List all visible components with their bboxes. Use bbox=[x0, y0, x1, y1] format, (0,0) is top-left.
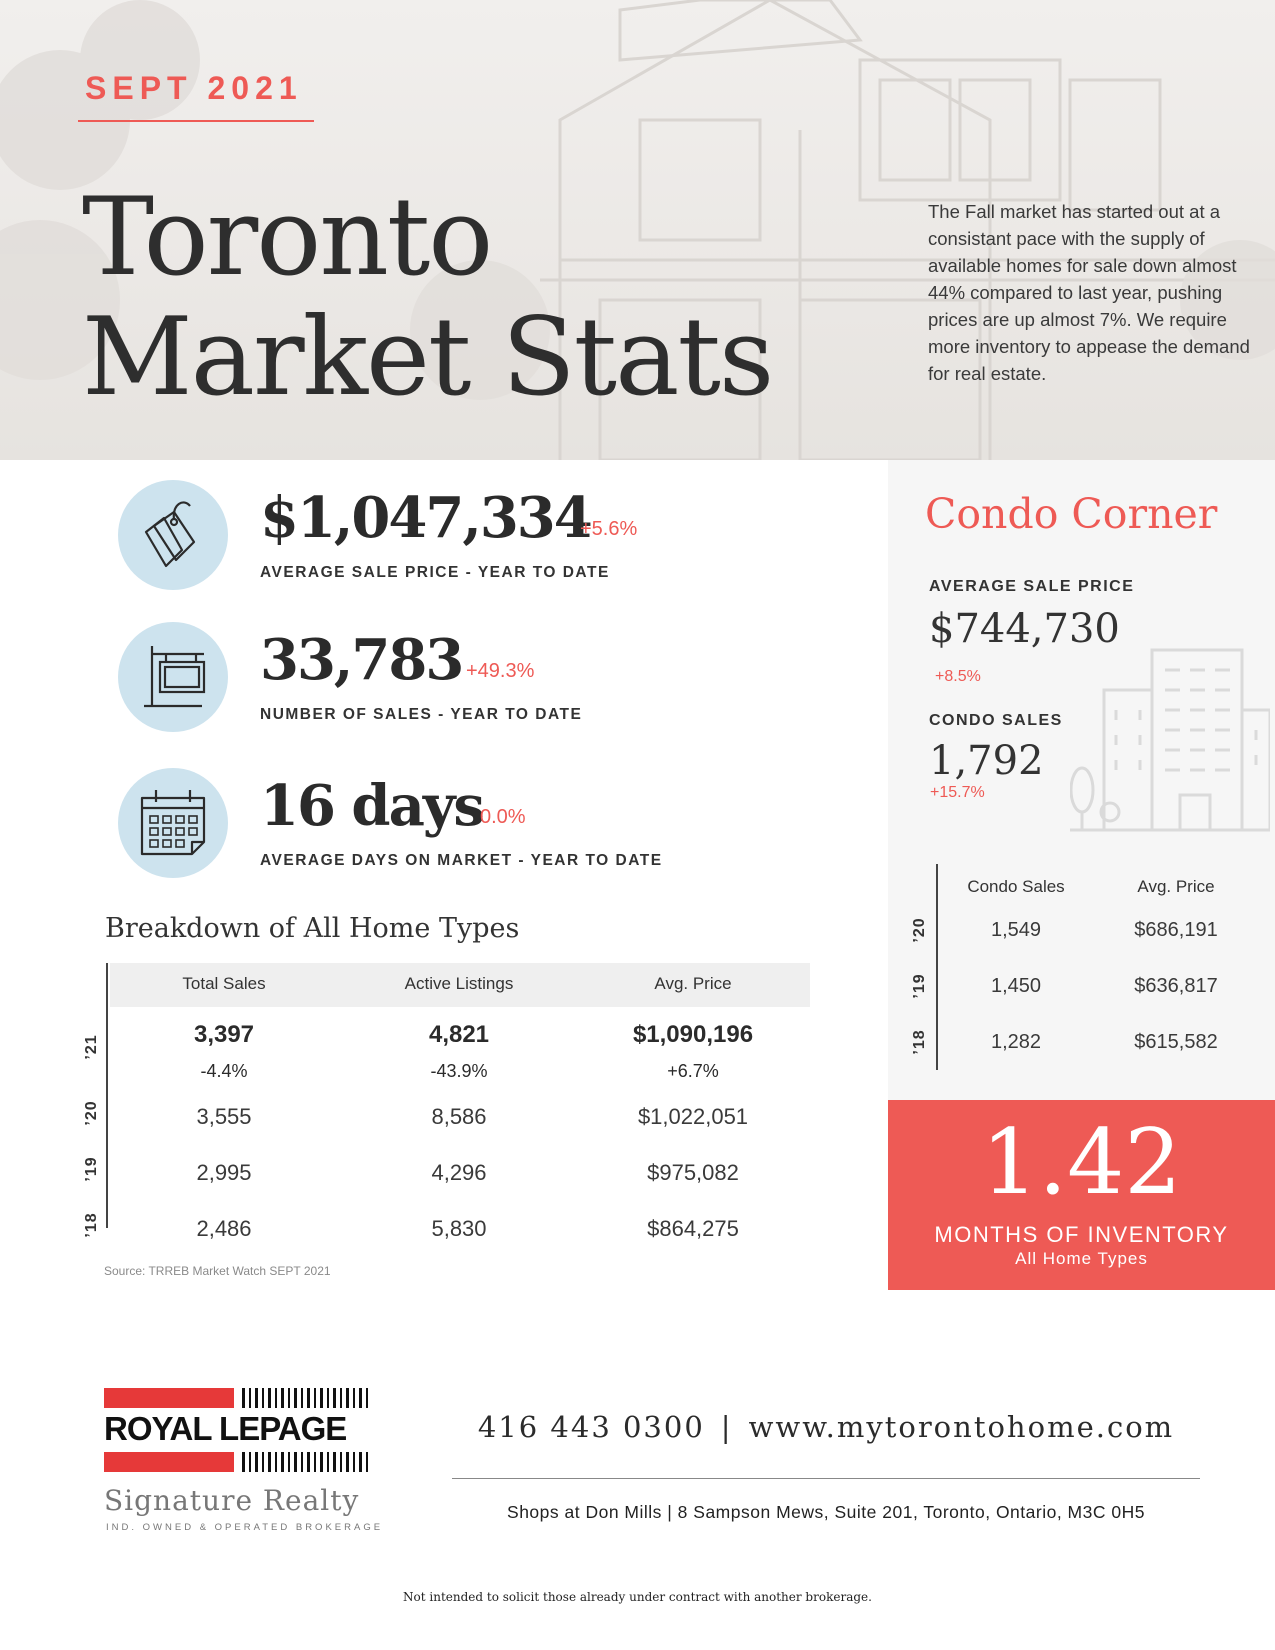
row-year-2019: ’19 bbox=[83, 1156, 100, 1182]
condo-building-icon bbox=[1070, 640, 1270, 840]
date-underline bbox=[78, 120, 314, 122]
months-of-inventory-label: MONTHS OF INVENTORY bbox=[934, 1222, 1229, 1247]
average-sale-price-change: +5.6% bbox=[580, 518, 638, 540]
price-tag-icon bbox=[118, 480, 228, 590]
condo-avg-price-value: $744,730 bbox=[929, 606, 1120, 652]
condo-column-header-price: Avg. Price bbox=[1137, 877, 1215, 896]
condo-table-cell: $686,191 bbox=[1134, 919, 1218, 941]
contact-divider bbox=[452, 1478, 1200, 1479]
table-cell: 4,296 bbox=[431, 1160, 487, 1185]
number-of-sales-value: 33,783 bbox=[260, 627, 463, 693]
table-cell: $1,022,051 bbox=[637, 1104, 749, 1129]
condo-table-cell: $636,817 bbox=[1134, 975, 1218, 997]
logo-barcode-top bbox=[242, 1388, 372, 1408]
condo-year-axis bbox=[936, 864, 938, 1070]
table-cell: $975,082 bbox=[647, 1160, 739, 1185]
table-cell: 8,586 bbox=[431, 1104, 487, 1129]
table-cell: 3,555 bbox=[196, 1104, 252, 1129]
breakdown-year-axis bbox=[106, 963, 108, 1228]
months-of-inventory-value: 1.42 bbox=[981, 1110, 1182, 1215]
royal-lepage-logo bbox=[104, 1388, 384, 1538]
days-on-market-label: AVERAGE DAYS ON MARKET - YEAR TO DATE bbox=[260, 852, 663, 869]
logo-red-bar-bottom bbox=[104, 1452, 234, 1472]
table-cell: 3,397 bbox=[193, 1021, 255, 1048]
condo-table-cell: 1,450 bbox=[990, 975, 1042, 997]
disclaimer: Not intended to solicit those already under contract with another brokerage. bbox=[403, 1590, 872, 1604]
table-cell: 5,830 bbox=[431, 1216, 487, 1241]
logo-red-bar-top bbox=[104, 1388, 234, 1408]
contact-line bbox=[452, 1410, 1200, 1444]
office-address: Shops at Don Mills | 8 Sampson Mews, Suite 201, Toronto, Ontario, M3C 0H5 bbox=[507, 1502, 1145, 1522]
title-line-2: Market Stats bbox=[82, 295, 773, 420]
condo-column-header-sales: Condo Sales bbox=[967, 877, 1065, 896]
condo-table-cell: 1,282 bbox=[990, 1031, 1042, 1053]
hero-banner bbox=[0, 0, 1275, 460]
contact-separator: | bbox=[720, 1410, 733, 1444]
title-line-1: Toronto bbox=[82, 175, 492, 300]
condo-avg-price-label: AVERAGE SALE PRICE bbox=[929, 578, 1135, 595]
table-cell-change: +6.7% bbox=[667, 1061, 719, 1081]
logo-brokerage-tagline: IND. OWNED & OPERATED BROKERAGE bbox=[106, 1522, 384, 1533]
report-date: SEPT 2021 bbox=[85, 70, 303, 106]
table-cell: 4,821 bbox=[428, 1021, 490, 1048]
condo-row-year-2018: ’18 bbox=[911, 1029, 928, 1055]
number-of-sales-label: NUMBER OF SALES - YEAR TO DATE bbox=[260, 706, 583, 723]
condo-avg-price-change: +8.5% bbox=[935, 668, 981, 685]
condo-sales-change: +15.7% bbox=[930, 784, 985, 801]
phone-number[interactable]: 416 443 0300 bbox=[477, 1410, 705, 1444]
column-header-total-sales: Total Sales bbox=[182, 974, 266, 993]
condo-sales-label: CONDO SALES bbox=[929, 712, 1063, 729]
breakdown-title: Breakdown of All Home Types bbox=[105, 913, 520, 944]
average-sale-price-value: $1,047,334 bbox=[260, 485, 591, 551]
table-cell-change: -43.9% bbox=[430, 1061, 488, 1081]
condo-corner-title: Condo Corner bbox=[925, 490, 1218, 538]
row-year-2018: ’18 bbox=[83, 1212, 100, 1238]
days-on-market-change: 0.0% bbox=[480, 806, 526, 828]
number-of-sales-change: +49.3% bbox=[466, 660, 535, 682]
source-note: Source: TRREB Market Watch SEPT 2021 bbox=[104, 1264, 331, 1278]
website-link[interactable]: www.mytorontohome.com bbox=[748, 1410, 1175, 1444]
condo-row-year-2020: ’20 bbox=[911, 917, 928, 943]
logo-barcode-bottom bbox=[242, 1452, 372, 1472]
average-sale-price-label: AVERAGE SALE PRICE - YEAR TO DATE bbox=[260, 564, 610, 581]
months-of-inventory-box bbox=[888, 1100, 1275, 1290]
condo-table-cell: $615,582 bbox=[1134, 1031, 1218, 1053]
logo-signature-realty: Signature Realty bbox=[104, 1484, 360, 1517]
table-cell: $1,090,196 bbox=[632, 1021, 754, 1048]
table-cell-change: -4.4% bbox=[200, 1061, 248, 1081]
logo-wordmark: ROYAL LEPAGE bbox=[104, 1410, 347, 1447]
condo-row-year-2019: ’19 bbox=[911, 973, 928, 999]
page-title bbox=[82, 175, 773, 420]
calendar-icon bbox=[118, 768, 228, 878]
condo-table-cell: 1,549 bbox=[990, 919, 1042, 941]
days-on-market-value: 16 days bbox=[260, 773, 483, 839]
months-of-inventory-sublabel: All Home Types bbox=[1015, 1249, 1148, 1268]
table-cell: $864,275 bbox=[647, 1216, 739, 1241]
row-year-2020: ’20 bbox=[83, 1100, 100, 1126]
column-header-active-listings: Active Listings bbox=[404, 974, 514, 993]
table-cell: 2,486 bbox=[196, 1216, 252, 1241]
table-cell: 2,995 bbox=[196, 1160, 252, 1185]
condo-sales-value: 1,792 bbox=[929, 738, 1044, 784]
intro-paragraph: The Fall market has started out at a consistant pace with the supply of available homes for sale down almost 44% compared to last year, pushing prices are up almost 7%. We require more inventory to appease the demand for real estate. bbox=[928, 201, 1250, 384]
for-sale-sign-icon bbox=[118, 622, 228, 732]
column-header-avg-price: Avg. Price bbox=[654, 974, 732, 993]
row-year-2021: ’21 bbox=[83, 1034, 100, 1060]
